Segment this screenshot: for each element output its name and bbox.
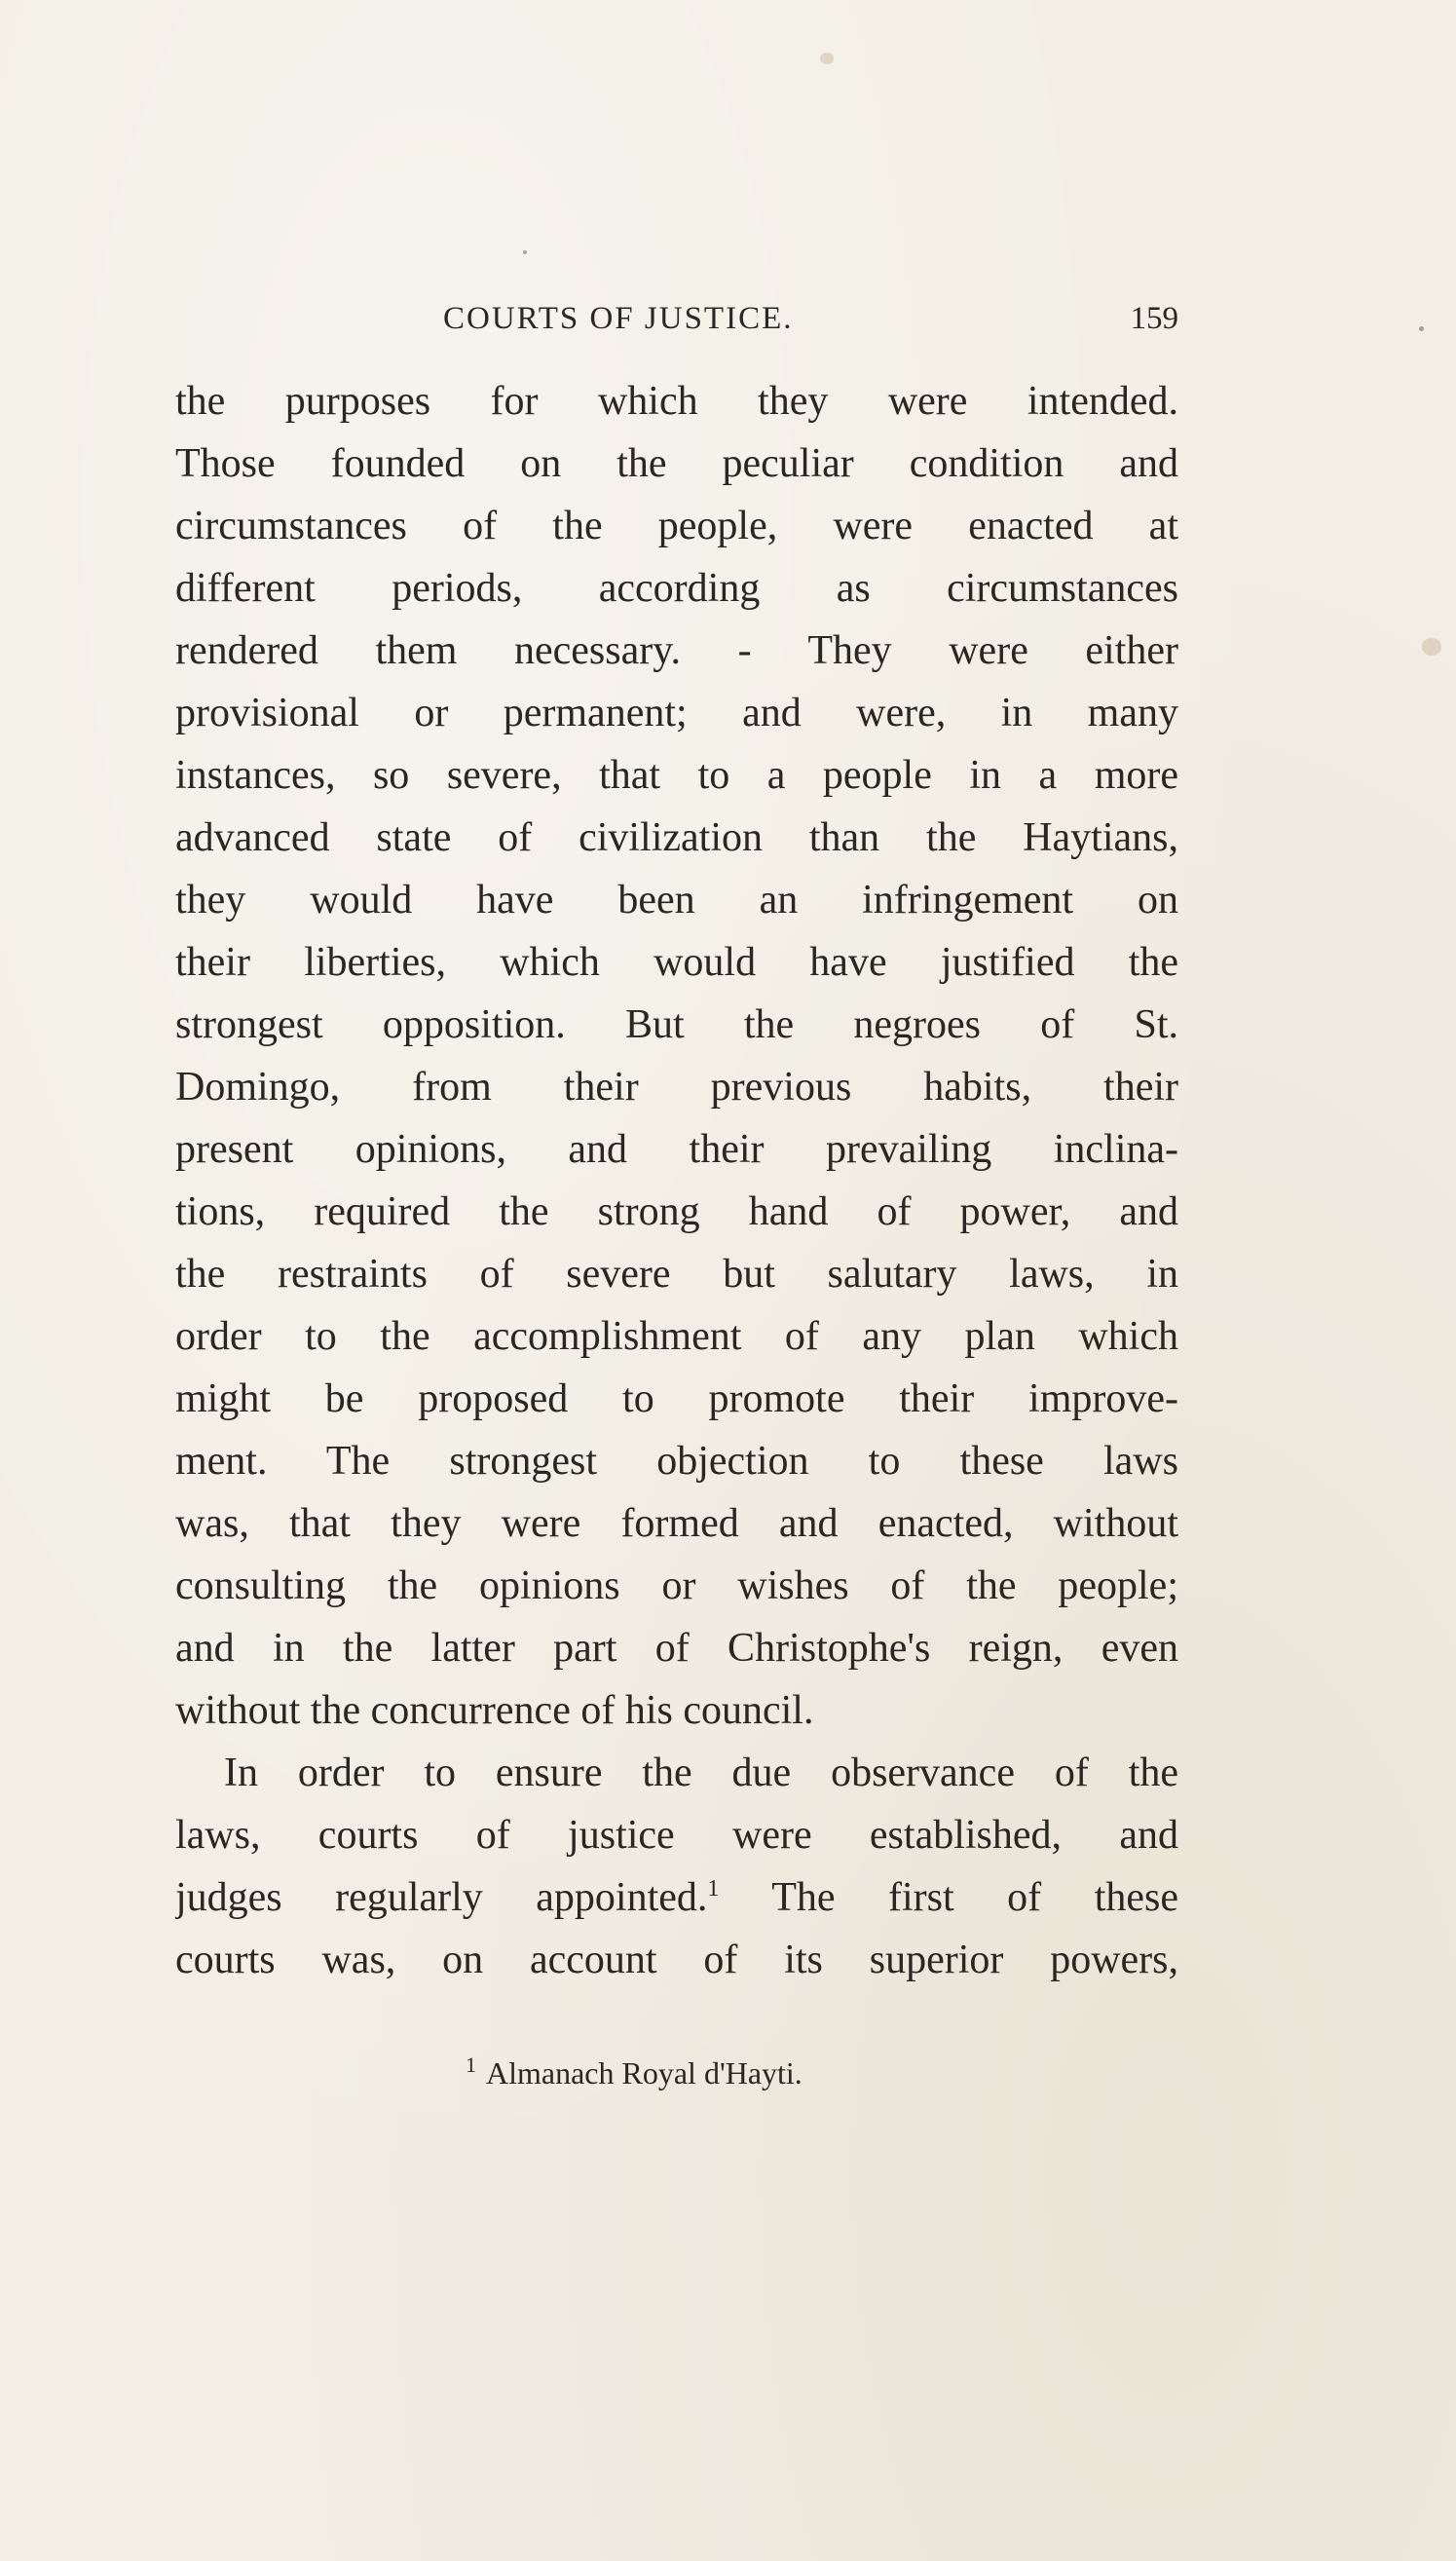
paper-speck [1422,638,1441,656]
text-line: instances, so severe, that to a people in a more [175,753,1178,798]
text-fragment: The first of these [771,1875,1178,1920]
text-line: present opinions, and their prevailing inclina- [175,1127,1178,1172]
text-line: rendered them necessary. - They were either [175,628,1178,673]
footnote-marker: 1 [466,2053,476,2078]
text-line: ment. The strongest objection to these laws [175,1439,1178,1484]
paper-speck [820,53,834,64]
text-fragment: judges regularly appointed. [175,1875,708,1920]
footnote-text: Almanach Royal d'Hayti. [486,2055,803,2090]
text-line: advanced state of civilization than the Haytians, [175,815,1178,860]
text-line: they would have been an infringement on [175,878,1178,923]
text-line: In order to ensure the due observance of the [224,1751,1178,1795]
text-line: order to the accomplishment of any plan which [175,1314,1178,1359]
text-line: without the concurrence of his council. [175,1688,814,1733]
text-line-with-footnote [175,1866,1178,1929]
text-line: laws, courts of justice were established, and [175,1813,1178,1858]
text-line: courts was, on account of its superior powers, [175,1938,1178,1982]
footnote [466,2050,803,2096]
text-line: and in the latter part of Christophe's reign, even [175,1626,1178,1671]
text-line: Domingo, from their previous habits, their [175,1065,1178,1110]
text-line: was, that they were formed and enacted, without [175,1501,1178,1546]
text-line: consulting the opinions or wishes of the people; [175,1563,1178,1608]
text-line: different periods, according as circumstances [175,566,1178,611]
paper-speck [1419,326,1424,331]
text-line: the purposes for which they were intended. [175,379,1178,424]
paper-speck [523,250,527,254]
text-line: strongest opposition. But the negroes of St. [175,1002,1178,1047]
text-line: tions, required the strong hand of power, and [175,1189,1178,1234]
text-line: provisional or permanent; and were, in many [175,691,1178,735]
running-head [175,294,1178,343]
text-line: Those founded on the peculiar condition and [175,441,1178,486]
page-number: 159 [1130,301,1178,336]
footnote-reference: 1 [707,1876,720,1902]
text-line: their liberties, which would have justified the [175,940,1178,985]
text-line: the restraints of severe but salutary laws, in [175,1252,1178,1297]
running-title: COURTS OF JUSTICE. [443,301,794,336]
text-line: might be proposed to promote their improve- [175,1376,1178,1421]
body-text [175,370,1178,1991]
text-line: circumstances of the people, were enacted at [175,504,1178,548]
